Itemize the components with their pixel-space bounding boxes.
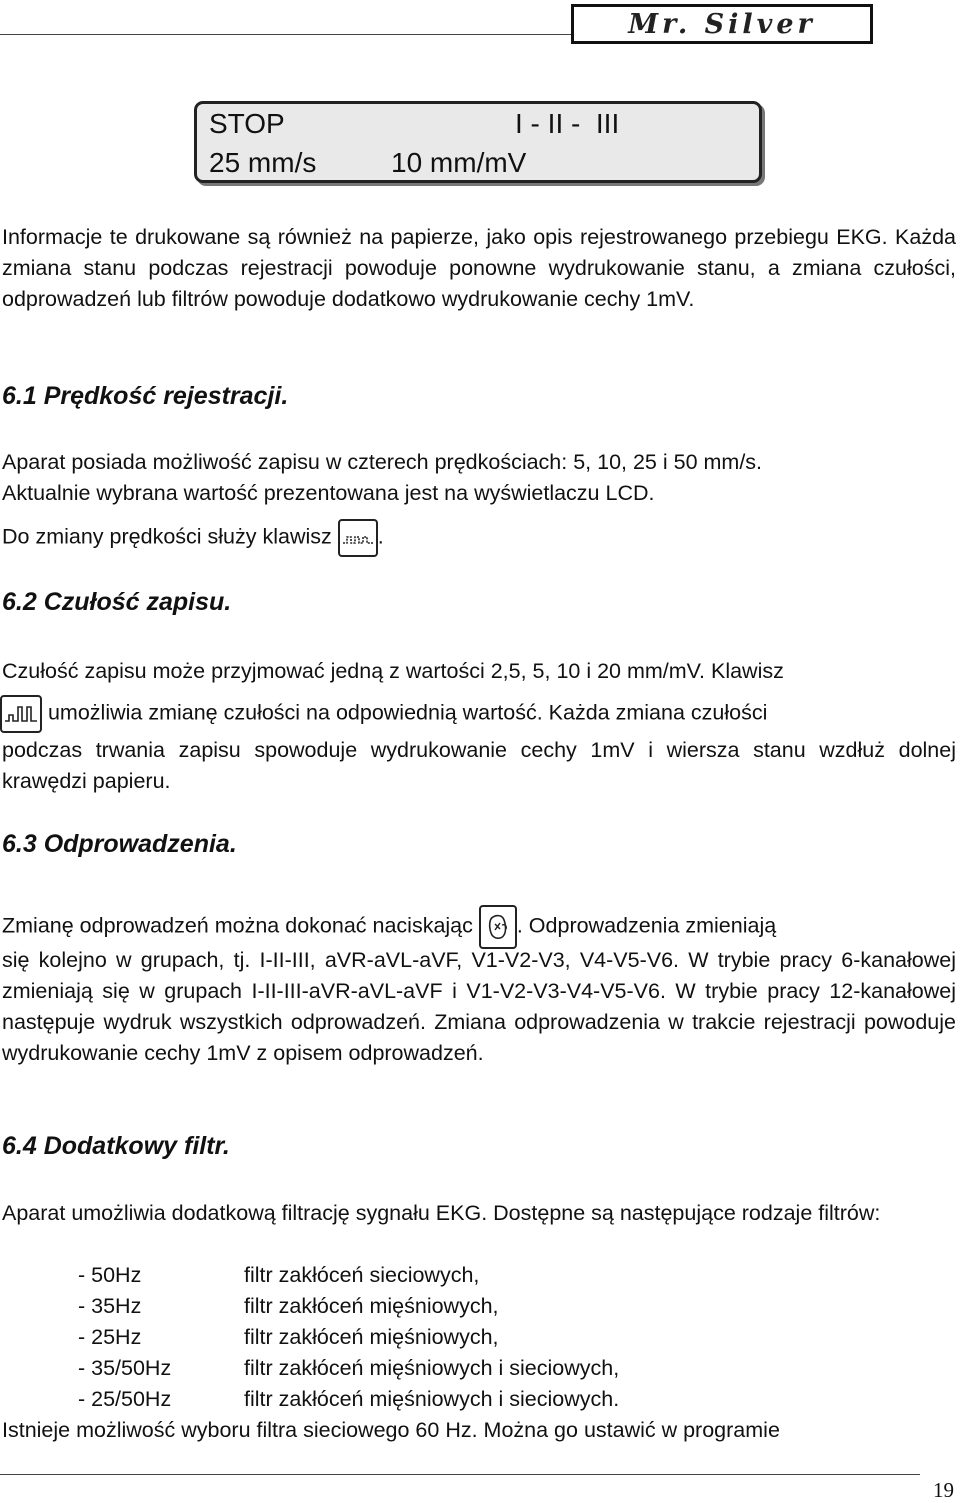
header-rule bbox=[0, 34, 571, 35]
section-6-3-rest: się kolejno w grupach, tj. I-II-III, aVR-aVL-aVF, V1-V2-V3, V4-V5-V6. W trybie pracy 6-kanałowej zmieniają się w grupach I-II-III-aVR-aVL-aVF i V1-V2-V3-V4-V5-V6. W trybie pracy 12-kanałowej następuje wydruk wszystkich odprowadzeń. Zmiana odprowadzenia w trakcie rejestracji powoduje wydrukowanie cechy 1mV z opisem odprowadzeń. bbox=[2, 948, 956, 1065]
section-6-2-line-2-text: umożliwia zmianę czułości na odpowiednią wartość. Każda zmiana czułości bbox=[42, 700, 768, 725]
lcd-speed: 25 mm/s bbox=[209, 147, 317, 178]
page-number: 19 bbox=[933, 1478, 954, 1502]
lcd-status: STOP bbox=[209, 108, 285, 139]
intro-paragraph: Informacje te drukowane są również na papierze, jako opis rejestrowanego przebiegu EKG. Każda zmiana stanu podczas rejestracji powoduje ponowne wydrukowanie stanu, a zmiana czułości, odprowadzeń lub filtrów powoduje dodatkowo wydrukowanie cechy 1mV. bbox=[2, 225, 956, 311]
brand-logo-text: Mr. Silver bbox=[628, 8, 816, 40]
section-6-4-heading: 6.4 Dodatkowy filtr. bbox=[2, 1132, 230, 1160]
filter-description: filtr zakłóceń mięśniowych, bbox=[244, 1294, 499, 1318]
section-6-1-line-1: Aparat posiada możliwość zapisu w czterech prędkościach: 5, 10, 25 i 50 mm/s. bbox=[2, 450, 763, 474]
section-6-1-line-3-text: Do zmiany prędkości służy klawisz bbox=[2, 524, 338, 549]
filter-description: filtr zakłóceń sieciowych, bbox=[244, 1263, 480, 1287]
brand-logo-box bbox=[571, 4, 873, 44]
section-6-3-line-1 bbox=[2, 905, 776, 949]
section-6-4-last-line: Istnieje możliwość wyboru filtra sieciowego 60 Hz. Można go ustawić w programie bbox=[2, 1418, 780, 1442]
section-6-2-line-2 bbox=[0, 695, 767, 733]
filter-value: - 25Hz bbox=[78, 1325, 142, 1349]
lcd-sensitivity: 10 mm/mV bbox=[391, 147, 527, 178]
section-6-2-rest: podczas trwania zapisu spowoduje wydrukowanie cechy 1mV i wiersza stanu wzdłuż dolnej krawędzi papieru. bbox=[2, 738, 956, 793]
section-6-1-heading: 6.1 Prędkość rejestracji. bbox=[2, 382, 289, 410]
leads-key-icon bbox=[479, 905, 517, 949]
section-6-2-heading: 6.2 Czułość zapisu. bbox=[2, 588, 232, 616]
section-6-1-line-3 bbox=[2, 519, 384, 557]
section-6-1-line-2: Aktualnie wybrana wartość prezentowana jest na wyświetlaczu LCD. bbox=[2, 481, 655, 505]
filter-value: - 35/50Hz bbox=[78, 1356, 172, 1380]
section-6-1-line-3-end: . bbox=[377, 524, 384, 549]
filter-value: - 50Hz bbox=[78, 1263, 142, 1287]
sensitivity-key-icon bbox=[0, 695, 42, 733]
filter-value: - 35Hz bbox=[78, 1294, 142, 1318]
section-6-3-line-1-end: . Odprowadzenia zmieniają bbox=[516, 913, 777, 938]
section-6-3-heading: 6.3 Odprowadzenia. bbox=[2, 830, 237, 858]
section-6-4-intro: Aparat umożliwia dodatkową filtrację sygnału EKG. Dostępne są następujące rodzaje filtrów: bbox=[2, 1201, 881, 1225]
filter-value: - 25/50Hz bbox=[78, 1387, 172, 1411]
footer-rule bbox=[0, 1474, 920, 1475]
section-6-3-line-1-text: Zmianę odprowadzeń można dokonać naciskając bbox=[2, 913, 479, 938]
filter-description: filtr zakłóceń mięśniowych i sieciowych, bbox=[244, 1356, 620, 1380]
lcd-leads: I - II - III bbox=[515, 108, 620, 139]
filter-description: filtr zakłóceń mięśniowych i sieciowych. bbox=[244, 1387, 620, 1411]
lcd-display-panel bbox=[194, 101, 762, 183]
filter-description: filtr zakłóceń mięśniowych, bbox=[244, 1325, 499, 1349]
section-6-2-line-1: Czułość zapisu może przyjmować jedną z wartości 2,5, 5, 10 i 20 mm/mV. Klawisz bbox=[2, 659, 784, 683]
speed-key-icon bbox=[338, 519, 378, 557]
